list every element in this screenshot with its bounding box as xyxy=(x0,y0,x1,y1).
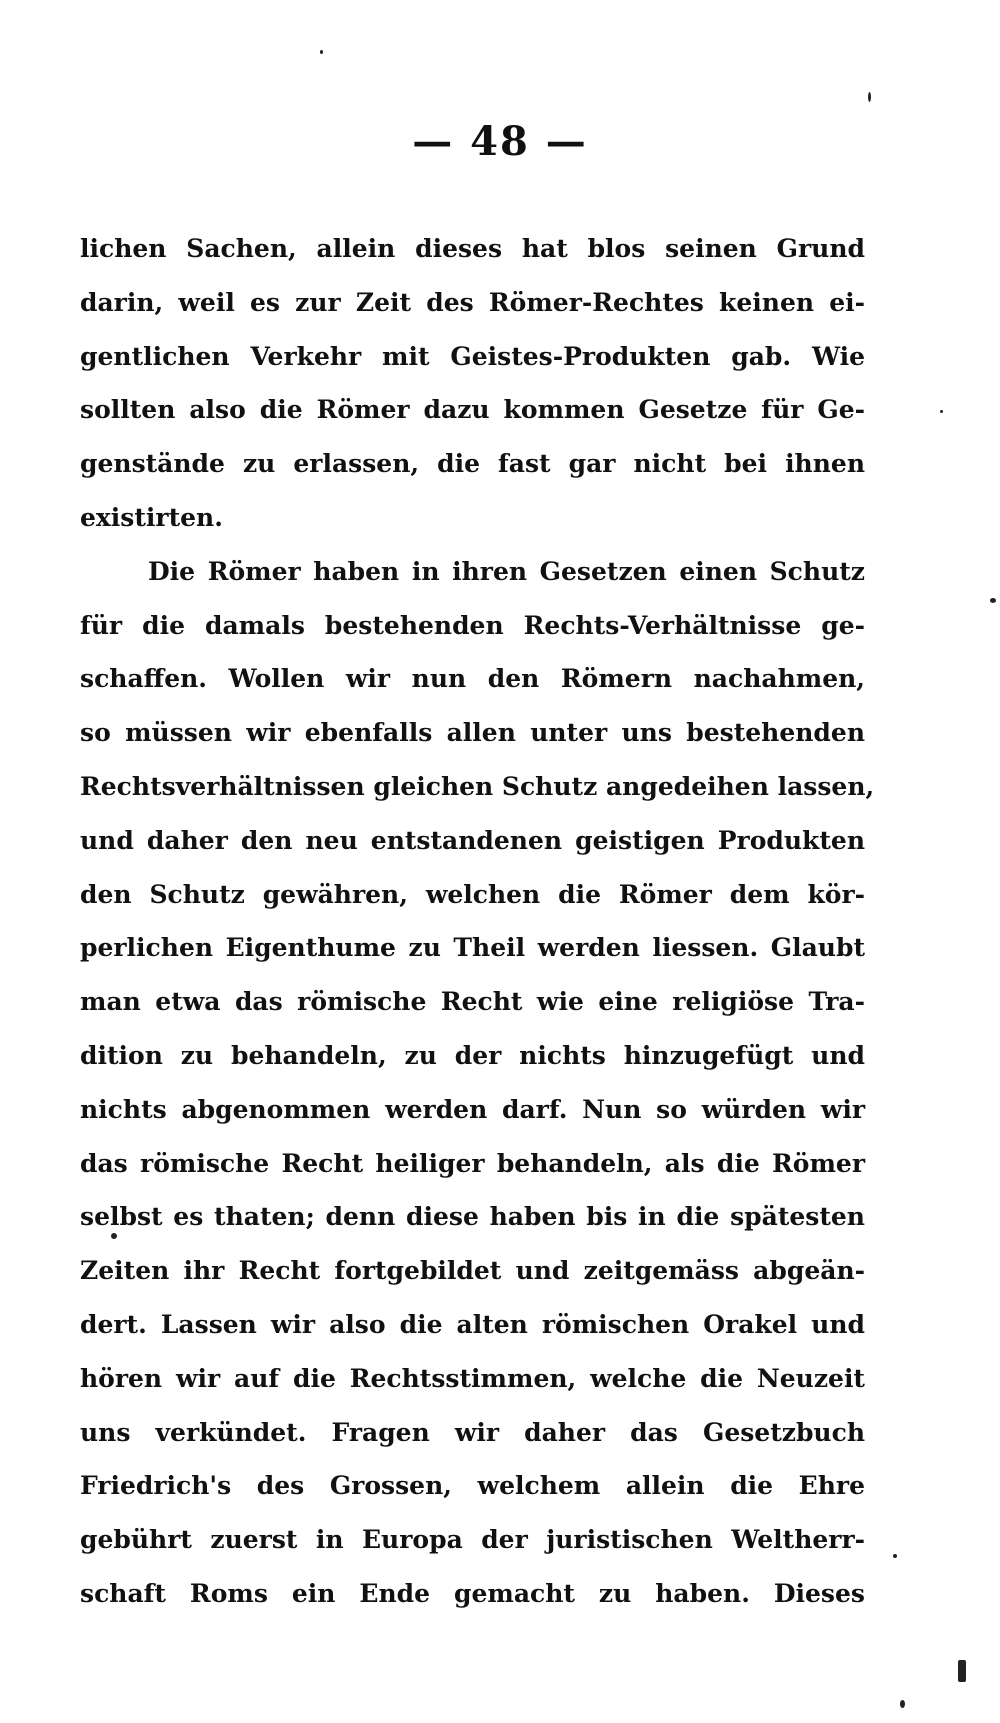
text-line: dert. Lassen wir also die alten römischen Orakel und xyxy=(80,1309,865,1339)
text-line: schaffen. Wollen wir nun den Römern nachahmen, xyxy=(80,664,865,694)
text-line: man etwa das römische Recht wie eine religiöse Tra- xyxy=(80,987,865,1017)
scan-speck xyxy=(111,1233,117,1239)
text-line: nichts abgenommen werden darf. Nun so würden wir xyxy=(80,1094,865,1124)
scan-speck xyxy=(900,1700,905,1708)
text-line: den Schutz gewähren, welchen die Römer dem kör- xyxy=(80,879,865,909)
page-number: — 48 — xyxy=(412,118,588,165)
text-line: Zeiten ihr Recht fortgebildet und zeitgemäss abgeän- xyxy=(80,1256,865,1286)
scan-speck xyxy=(868,92,871,102)
text-line: sollten also die Römer dazu kommen Gesetze für Ge- xyxy=(80,395,865,425)
scan-speck xyxy=(320,50,323,54)
text-line: und daher den neu entstandenen geistigen Produkten xyxy=(80,825,865,855)
text-line: hören wir auf die Rechtsstimmen, welche die Neuzeit xyxy=(80,1363,865,1393)
text-line: existirten. xyxy=(80,502,223,532)
text-line: gentlichen Verkehr mit Geistes-Produkten gab. Wie xyxy=(80,341,865,371)
text-line: dition zu behandeln, zu der nichts hinzugefügt und xyxy=(80,1040,865,1070)
scan-speck xyxy=(940,410,943,413)
text-line: perlichen Eigenthume zu Theil werden liessen. Glaubt xyxy=(80,933,865,963)
text-line: Rechtsverhältnissen gleichen Schutz angedeihen lassen, xyxy=(80,771,875,801)
scan-speck xyxy=(958,1660,966,1682)
text-line: Friedrich's des Grossen, welchem allein die Ehre xyxy=(80,1471,865,1501)
text-line: lichen Sachen, allein dieses hat blos seinen Grund xyxy=(80,234,865,263)
text-line: so müssen wir ebenfalls allen unter uns bestehenden xyxy=(80,718,865,748)
text-line: für die damals bestehenden Rechts-Verhältnisse ge- xyxy=(80,610,865,640)
text-line: genstände zu erlassen, die fast gar nicht bei ihnen xyxy=(80,449,865,479)
scan-speck xyxy=(893,1554,897,1558)
text-line: schaft Roms ein Ende gemacht zu haben. Dieses xyxy=(80,1578,865,1608)
text-line: uns verkündet. Fragen wir daher das Gesetzbuch xyxy=(80,1417,865,1447)
paragraph-start-line: Die Römer haben in ihren Gesetzen einen Schutz xyxy=(148,556,865,586)
text-line: gebührt zuerst in Europa der juristischen Weltherr- xyxy=(80,1525,865,1555)
body-text xyxy=(80,222,875,1621)
text-line: das römische Recht heiliger behandeln, als die Römer xyxy=(80,1148,865,1178)
text-line: selbst es thaten; denn diese haben bis in die spätesten xyxy=(80,1202,865,1232)
text-line: darin, weil es zur Zeit des Römer-Rechtes keinen ei- xyxy=(80,287,865,317)
scan-speck xyxy=(990,598,996,603)
